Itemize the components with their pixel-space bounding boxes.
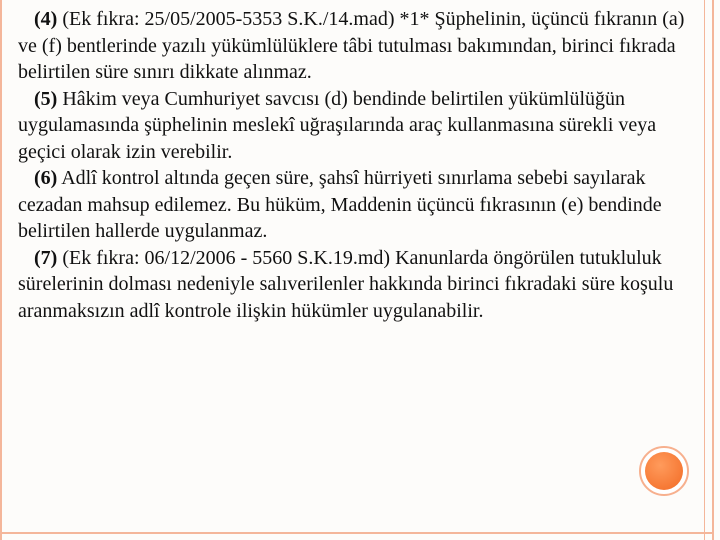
- paragraph-6: [18, 165, 704, 245]
- decorative-circle-icon: [639, 446, 689, 496]
- document-body: [18, 6, 704, 324]
- paragraph-number: (5): [34, 87, 58, 110]
- paragraph-text: (Ek fıkra: 25/05/2005-5353 S.K./14.mad) *1* Şüphelinin, üçüncü fıkranın (a) ve (f) bentlerinde yazılı yükümlülüklere tâbi tutulması bakımından, birinci fıkrada belirtilen süre sınırı dikkate alınmaz.: [18, 8, 685, 83]
- paragraph-text: Adlî kontrol altında geçen süre, şahsî hürriyeti sınırlama sebebi sayılarak cezadan mahsup edilemez. Bu hüküm, Maddenin üçüncü fıkrasının (e) bendinde belirtilen hallerde uygulanmaz.: [18, 167, 662, 242]
- left-border: [0, 0, 2, 540]
- paragraph-text: (Ek fıkra: 06/12/2006 - 5560 S.K.19.md) Kanunlarda öngörülen tutukluluk sürelerinin dolması nedeniyle salıverilenler hakkında birinci fıkradaki süre koşulu aranmaksızın adlî kontrole ilişkin hükümler uygulanabilir.: [18, 246, 674, 322]
- paragraph-number: (7): [34, 246, 58, 269]
- paragraph-number: (6): [34, 167, 58, 189]
- bottom-border: [0, 532, 714, 534]
- paragraph-number: (4): [34, 8, 58, 30]
- orange-dot-icon: [645, 452, 683, 490]
- right-border-outer: [712, 0, 714, 540]
- paragraph-7: [18, 245, 704, 325]
- paragraph-text: Hâkim veya Cumhuriyet savcısı (d) bendinde belirtilen yükümlülüğün uygulamasında şüphelinin meslekî uğraşılarında araç kullanmasına sürekli veya geçici olarak izin verebilir.: [18, 87, 657, 163]
- paragraph-4: [18, 6, 704, 86]
- right-border-inner: [704, 0, 705, 540]
- paragraph-5: [18, 86, 704, 166]
